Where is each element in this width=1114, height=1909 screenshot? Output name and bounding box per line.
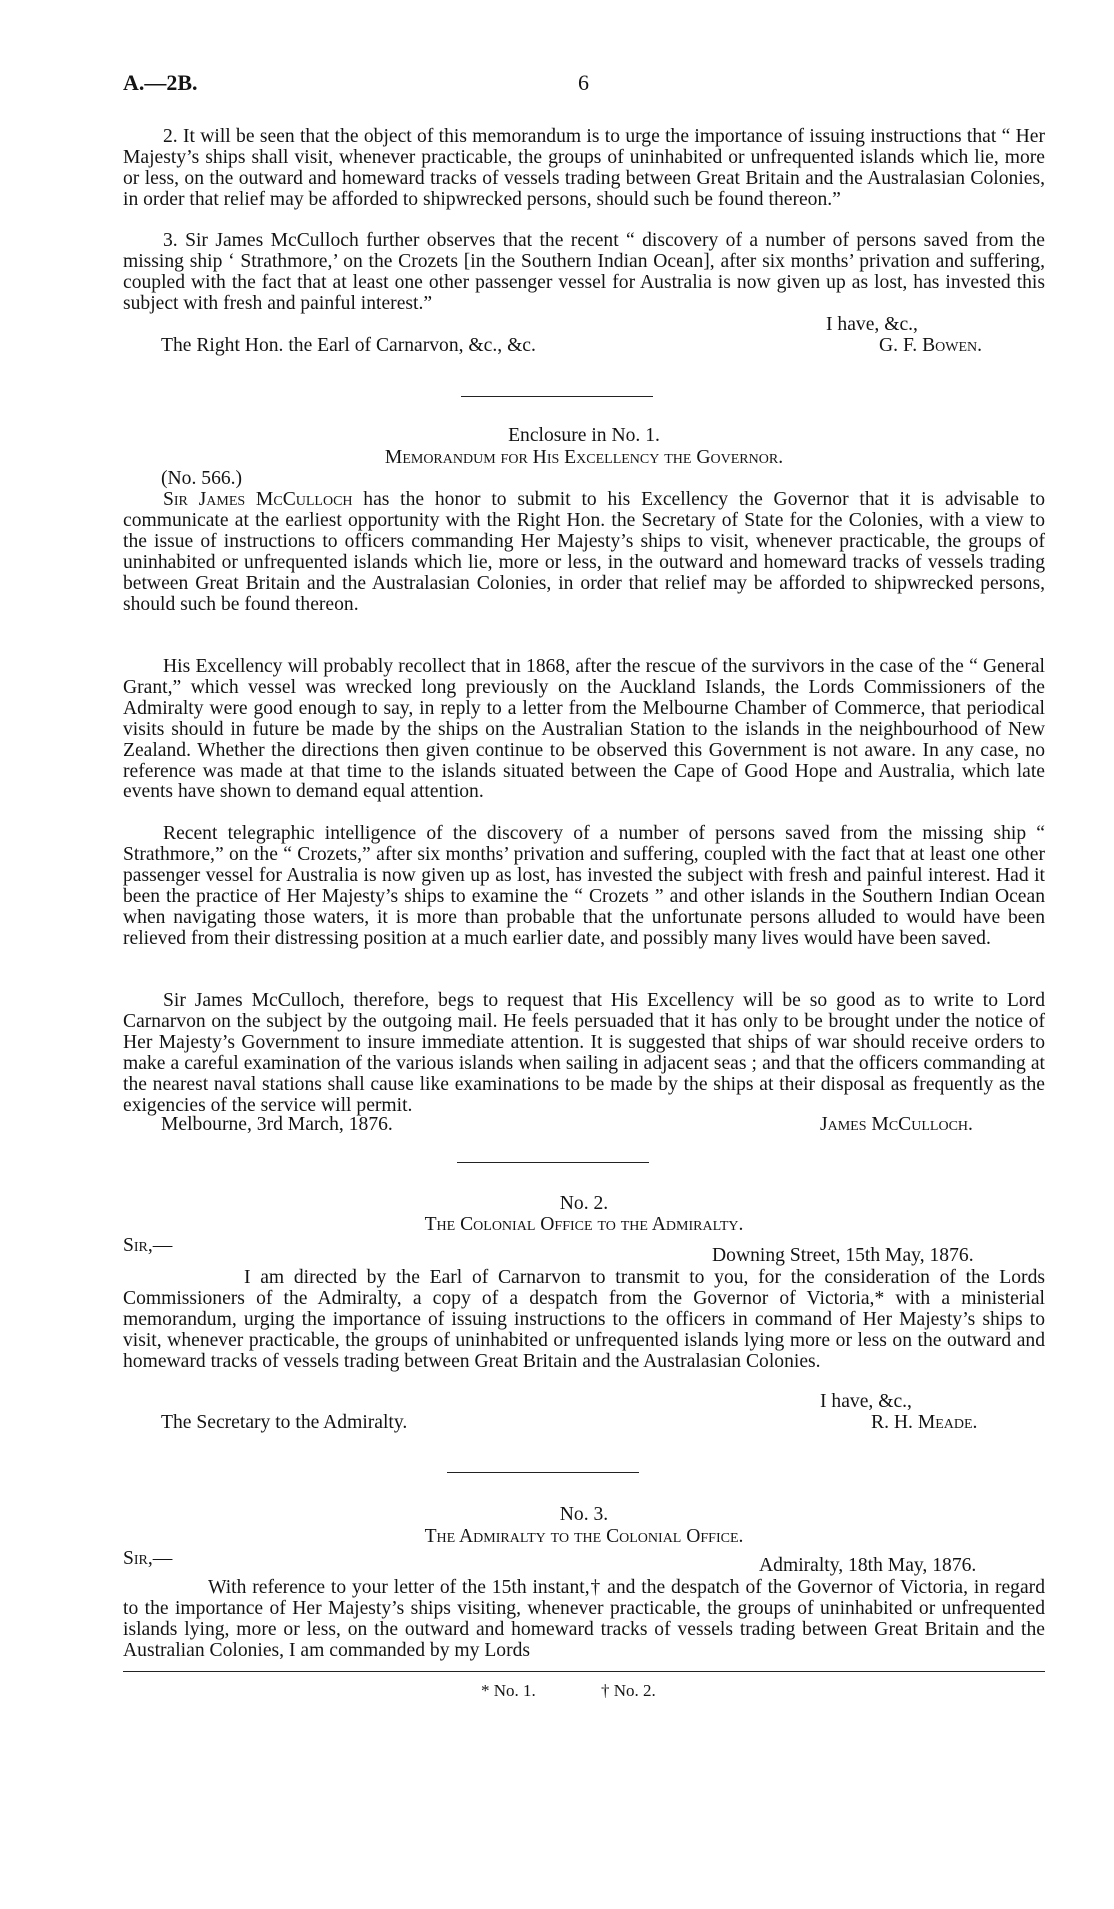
enclosure-subheading: Memorandum for His Excellency the Governor. xyxy=(384,447,784,468)
letter-2-signature: R. H. Meade. xyxy=(871,1412,978,1433)
section-divider xyxy=(447,1472,639,1473)
memorandum-paragraph-1-text: has the honor to submit to his Excellency the Governor that it is advisable to communicate at the earliest opportunity with the Right Hon. the Secretary of State for the Colonies, with a view to the issue of instructions to officers commanding Her Majesty’s ships to visit, whenever practicable, the groups of uninhabited or unfrequented islands which lie, more or less, in the outward and homeward tracks of vessels trading between Great Britain and the Australasian Colonies, in order that relief may be afforded to shipwrecked persons, should such be found thereon. xyxy=(123,489,1045,615)
memorandum-number: (No. 566.) xyxy=(161,468,243,489)
footnote-rule xyxy=(123,1671,1045,1672)
despatch-paragraph-2: 2. It will be seen that the object of this memorandum is to urge the importance of issuing instructions that “ Her Majesty’s ships shall visit, whenever practicable, the groups of uninhabited or unfrequented islands which lie, more or less, on the outward and homeward tracks of vessels trading between Great Britain and the Australasian Colonies, in order that relief may be afforded to shipwrecked persons, should such be found thereon.” xyxy=(123,126,1045,210)
page-number: 6 xyxy=(578,70,589,95)
footnote-2: † No. 2. xyxy=(601,1681,656,1700)
letter-2-closing: I have, &c., xyxy=(820,1391,912,1412)
addressee: The Right Hon. the Earl of Carnarvon, &c., &c. xyxy=(161,335,536,356)
memorandum-paragraph-4: Sir James McCulloch, therefore, begs to request that His Excellency will be so good as to write to Lord Carnarvon on the subject by the outgoing mail. He feels persuaded that it has only to be brought under the notice of Her Majesty’s Government to insure immediate attention. It is suggested that ships of war should receive orders to make a careful examination of the various islands when sailing in adjacent seas ; and that the officers commanding at the nearest naval stations shall cause like examinations to be made by the ships at their disposal as frequently as the exigencies of the service will permit. xyxy=(123,990,1045,1116)
section-divider xyxy=(461,396,653,397)
section-divider xyxy=(457,1162,649,1163)
letter-3-salutation: Sir,— xyxy=(123,1548,173,1569)
letter-2-body: I am directed by the Earl of Carnarvon to transmit to you, for the consideration of the Lords Commissioners of the Admiralty, a copy of a despatch from the Governor of Victoria,* with a ministerial memorandum, urging the importance of issuing instructions to the officers in command of Her Majesty’s ships to visit, whenever practicable, the groups of uninhabited or unfrequented islands lying more or less on the outward and homeward tracks of vessels trading between Great Britain and the Australasian Colonies. xyxy=(123,1267,1045,1372)
letter-2-place-date: Downing Street, 15th May, 1876. xyxy=(712,1245,974,1266)
memorandum-paragraph-1 xyxy=(123,490,1045,615)
letter-2-heading: No. 2. xyxy=(559,1193,609,1214)
memorandum-place-date: Melbourne, 3rd March, 1876. xyxy=(161,1114,393,1135)
letter-2-subheading: The Colonial Office to the Admiralty. xyxy=(424,1214,744,1235)
letter-2-salutation: Sir,— xyxy=(123,1235,173,1256)
letter-3-heading: No. 3. xyxy=(559,1504,609,1525)
letter-3-body: With reference to your letter of the 15th instant,† and the despatch of the Governor of Victoria, in regard to the importance of Her Majesty’s ships visiting, whenever practicable, the groups of uninhabited or unfrequented islands lying, more or less, on the outward and homeward tracks of vessels trading between Great Britain and the Australian Colonies, I am commanded by my Lords xyxy=(123,1577,1045,1661)
memorandum-paragraph-2: His Excellency will probably recollect that in 1868, after the rescue of the survivors in the case of the “ General Grant,” which vessel was wrecked long previously on the Auckland Islands, the Lords Commissioners of the Admiralty were good enough to say, in reply to a letter from the Melbourne Chamber of Commerce, that periodical visits should in future be made by the ships on the Australian Station to the islands in the neighbourhood of New Zealand. Whether the directions then given continue to be observed this Government is not aware. In any case, no reference was made at that time to the islands situated between the Cape of Good Hope and Australia, which late events have shown to demand equal attention. xyxy=(123,656,1045,803)
document-reference: A.—2B. xyxy=(123,70,198,95)
memorandum-lead-name: Sir James McCulloch xyxy=(163,489,353,510)
letter-3-place-date: Admiralty, 18th May, 1876. xyxy=(759,1555,977,1576)
letter-3-subheading: The Admiralty to the Colonial Office. xyxy=(424,1526,744,1547)
memorandum-signature: James McCulloch. xyxy=(820,1114,973,1135)
memorandum-paragraph-3: Recent telegraphic intelligence of the discovery of a number of persons saved from the missing ship “ Strathmore,” on the “ Crozets,” after six months’ privation and suffering, coupled with the fact that at least one other passenger vessel for Australia is now given up as lost, has invested the subject with fresh and painful interest. Had it been the practice of Her Majesty’s ships to examine the “ Crozets ” and other islands in the Southern Indian Ocean when navigating those waters, it is more than probable that the unfortunate persons alluded to would have been relieved from their distressing position at a much earlier date, and possibly many lives would have been saved. xyxy=(123,823,1045,949)
letter-2-addressee: The Secretary to the Admiralty. xyxy=(161,1412,408,1433)
despatch-paragraph-3: 3. Sir James McCulloch further observes that the recent “ discovery of a number of persons saved from the missing ship ‘ Strathmore,’ on the Crozets [in the Southern Indian Ocean], after six months’ privation and suffering, coupled with the fact that at least one other passenger vessel for Australia is now given up as lost, has invested this subject with fresh and painful interest.” xyxy=(123,230,1045,314)
closing-line: I have, &c., xyxy=(826,314,918,335)
footnote-1: * No. 1. xyxy=(481,1681,536,1700)
signature: G. F. Bowen. xyxy=(879,335,983,356)
enclosure-heading: Enclosure in No. 1. xyxy=(508,425,660,446)
